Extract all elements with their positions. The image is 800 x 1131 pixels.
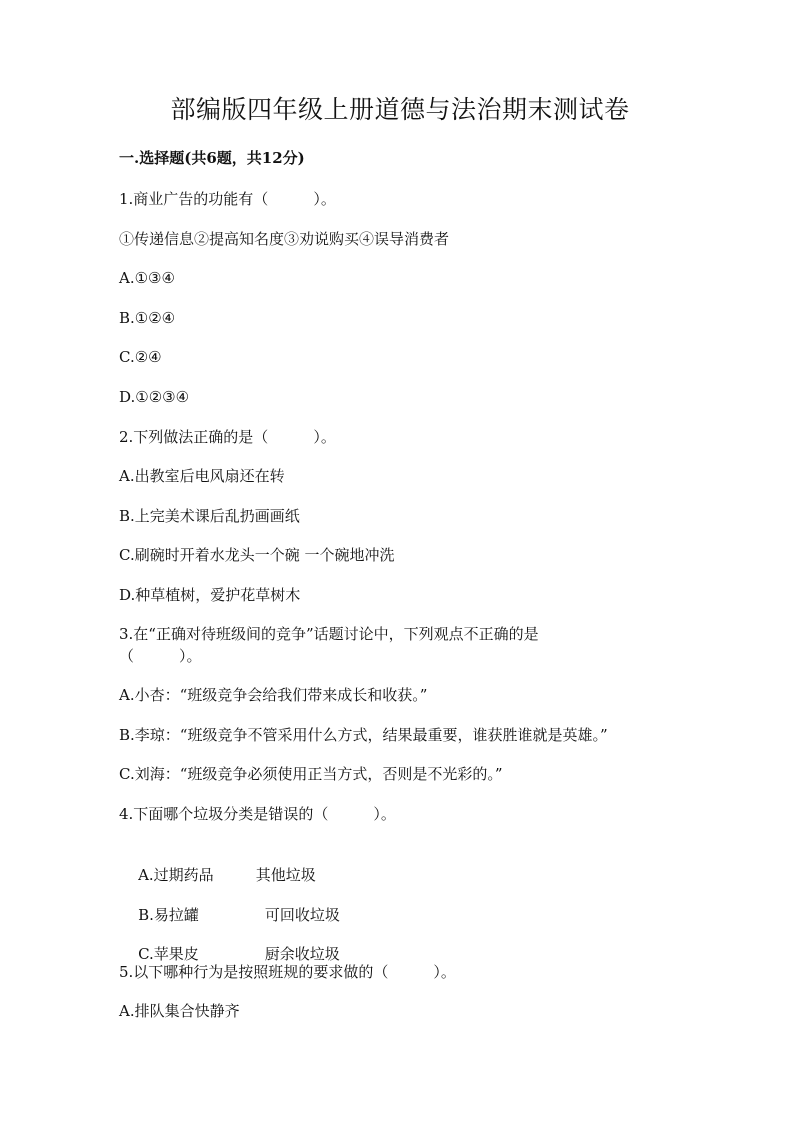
question-3-option-a: A.小杏：“班级竞争会给我们带来成长和收获。” <box>119 686 428 704</box>
question-1-note: ①传递信息②提高知名度③劝说购买④误导消费者 <box>119 230 450 248</box>
option-category: 其他垃圾 <box>255 866 316 884</box>
question-3-option-b: B.李琼：“班级竞争不管采用什么方式，结果最重要，谁获胜谁就是英雄。” <box>119 726 608 744</box>
page-title: 部编版四年级上册道德与法治期末测试卷 <box>170 95 630 124</box>
question-2-option-c: C.刷碗时开着水龙头一个碗 一个碗地冲洗 <box>119 546 395 564</box>
question-1-stem: 1.商业广告的功能有（ ）。 <box>119 190 336 208</box>
question-5-stem: 5.以下哪种行为是按照班规的要求做的（ ）。 <box>119 963 456 981</box>
option-label: C.苹果皮 <box>138 945 199 963</box>
option-category: 可回收垃圾 <box>264 906 340 924</box>
question-1-option-a: A.①③④ <box>119 269 175 287</box>
question-2-option-a: A.出教室后电风扇还在转 <box>119 467 285 485</box>
question-1-option-d: D.①②③④ <box>119 388 190 406</box>
question-2-stem: 2.下列做法正确的是（ ）。 <box>119 428 336 446</box>
section-heading: 一.选择题(共6题，共12分) <box>119 149 305 167</box>
question-2-option-b: B.上完美术课后乱扔画画纸 <box>119 507 300 525</box>
option-label: A.过期药品 <box>138 866 214 884</box>
question-5-option-a: A.排队集合快静齐 <box>119 1002 240 1020</box>
question-2-option-d: D.种草植树，爱护花草树木 <box>119 586 301 604</box>
question-1-option-b: B.①②④ <box>119 309 176 327</box>
option-category: 厨余收垃圾 <box>264 945 340 963</box>
question-1-option-c: C.②④ <box>119 348 162 366</box>
question-3-option-c: C.刘海：“班级竞争必须使用正当方式，否则是不光彩的。” <box>119 765 503 783</box>
question-4-stem: 4.下面哪个垃圾分类是错误的（ ）。 <box>119 805 396 823</box>
question-3-stem-continued: （ ）。 <box>119 647 202 665</box>
question-3-stem: 3.在“正确对待班级间的竞争”话题讨论中，下列观点不正确的是 <box>119 625 539 643</box>
option-label: B.易拉罐 <box>138 906 199 924</box>
